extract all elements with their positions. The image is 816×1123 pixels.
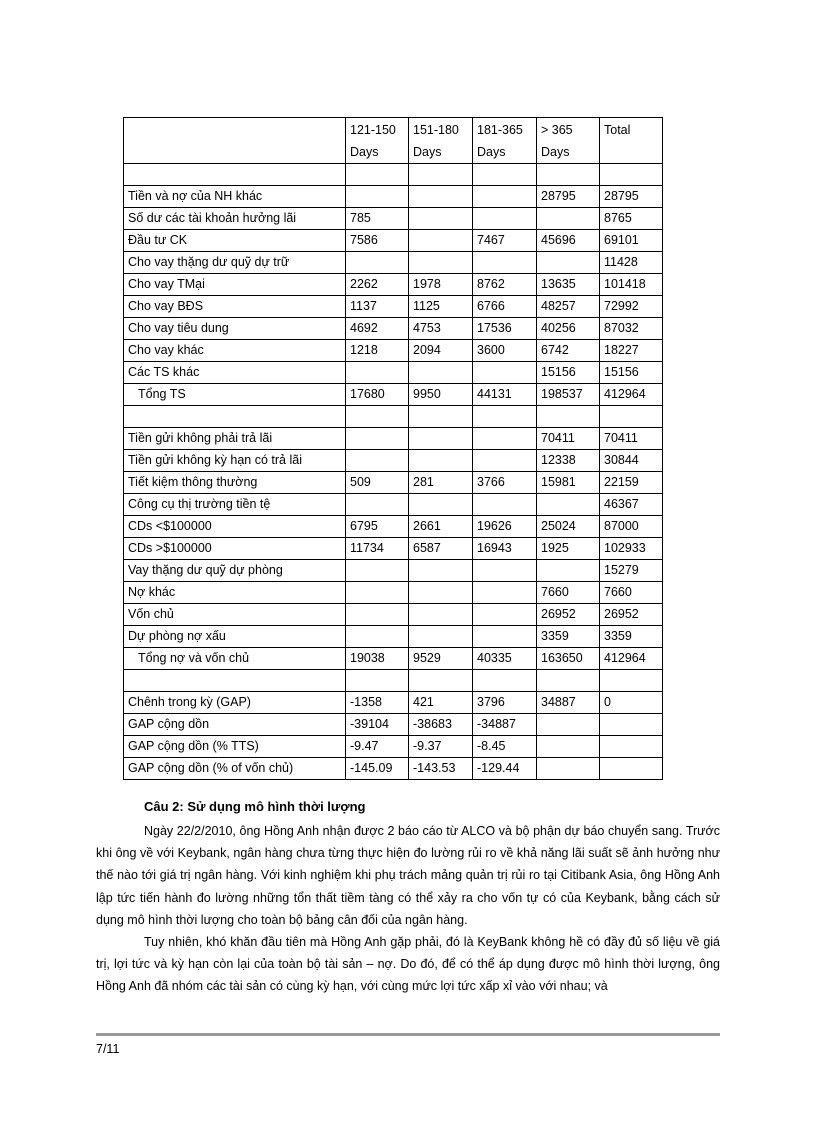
row-label-cell xyxy=(124,164,346,186)
value-cell: 9529 xyxy=(409,648,473,670)
value-cell: 30844 xyxy=(600,450,663,472)
value-cell: 1125 xyxy=(409,296,473,318)
table-row xyxy=(124,186,663,208)
row-label-cell: CDs >$100000 xyxy=(124,538,346,560)
value-cell: 34887 xyxy=(537,692,600,714)
value-cell: 421 xyxy=(409,692,473,714)
table-row xyxy=(124,692,663,714)
value-cell: -9.37 xyxy=(409,736,473,758)
value-cell xyxy=(409,208,473,230)
value-cell xyxy=(346,450,409,472)
value-cell xyxy=(346,670,409,692)
value-cell: 1925 xyxy=(537,538,600,560)
value-cell xyxy=(600,406,663,428)
value-cell xyxy=(409,428,473,450)
value-cell xyxy=(473,450,537,472)
value-cell xyxy=(473,164,537,186)
value-cell: 16943 xyxy=(473,538,537,560)
value-cell: 7660 xyxy=(600,582,663,604)
value-cell xyxy=(409,560,473,582)
table-row xyxy=(124,318,663,340)
value-cell xyxy=(473,626,537,648)
table-row xyxy=(124,714,663,736)
value-cell: 11428 xyxy=(600,252,663,274)
table-header-cell: > 365 Days xyxy=(537,118,600,164)
value-cell: 26952 xyxy=(600,604,663,626)
value-cell: 1978 xyxy=(409,274,473,296)
value-cell xyxy=(346,582,409,604)
value-cell: 87000 xyxy=(600,516,663,538)
value-cell: 3766 xyxy=(473,472,537,494)
value-cell: 6587 xyxy=(409,538,473,560)
value-cell: 17680 xyxy=(346,384,409,406)
value-cell xyxy=(346,428,409,450)
value-cell xyxy=(409,362,473,384)
value-cell xyxy=(600,714,663,736)
value-cell xyxy=(346,362,409,384)
value-cell xyxy=(473,428,537,450)
value-cell xyxy=(409,186,473,208)
table-row xyxy=(124,230,663,252)
value-cell: 102933 xyxy=(600,538,663,560)
value-cell: 28795 xyxy=(537,186,600,208)
value-cell xyxy=(473,252,537,274)
table-row xyxy=(124,472,663,494)
value-cell xyxy=(537,406,600,428)
value-cell: -145.09 xyxy=(346,758,409,780)
row-label-cell: Vay thặng dư quỹ dự phòng xyxy=(124,560,346,582)
value-cell: 3359 xyxy=(537,626,600,648)
value-cell: 4753 xyxy=(409,318,473,340)
paragraph: Ngày 22/2/2010, ông Hồng Anh nhận được 2 báo cáo từ ALCO và bộ phận dự báo chuyển sang. Trước khi ông về với Keybank, ngân hàng chưa từng thực hiện đo lường rủi ro về khả năng lãi suất sẽ ảnh hưởng như thế nào tới giá trị ngân hàng. Với kinh nghiệm khi phụ trách mảng quản trị rủi ro tại Citibank Asia, ông Hồng Anh lập tức tiến hành đo lường những tổn thất tiềm tàng có thể xảy ra cho vốn tự có của Keybank, bằng cách sử dụng mô hình thời lượng cho toàn bộ bảng cân đối của ngân hàng. xyxy=(96,824,720,927)
value-cell: 48257 xyxy=(537,296,600,318)
table-row xyxy=(124,626,663,648)
table-row xyxy=(124,384,663,406)
section-title: Câu 2: Sử dụng mô hình thời lượng xyxy=(144,799,366,814)
row-label-cell: Cho vay thặng dư quỹ dự trữ xyxy=(124,252,346,274)
row-label-cell xyxy=(124,406,346,428)
table-header-cell: 121-150 Days xyxy=(346,118,409,164)
value-cell: 69101 xyxy=(600,230,663,252)
table-header-cell: 181-365 Days xyxy=(473,118,537,164)
value-cell xyxy=(537,758,600,780)
value-cell: 3359 xyxy=(600,626,663,648)
table-row xyxy=(124,428,663,450)
row-label-cell: Công cụ thị trường tiền tệ xyxy=(124,494,346,516)
table-row xyxy=(124,406,663,428)
value-cell xyxy=(346,626,409,648)
row-label-cell: GAP cộng dồn (% of vốn chủ) xyxy=(124,758,346,780)
value-cell xyxy=(473,604,537,626)
row-label-cell: GAP cộng dồn (% TTS) xyxy=(124,736,346,758)
value-cell: 22159 xyxy=(600,472,663,494)
value-cell xyxy=(409,406,473,428)
value-cell xyxy=(473,362,537,384)
table-header-cell xyxy=(124,118,346,164)
value-cell xyxy=(600,164,663,186)
value-cell: 46367 xyxy=(600,494,663,516)
value-cell: -9.47 xyxy=(346,736,409,758)
row-label-cell: Cho vay BĐS xyxy=(124,296,346,318)
value-cell: 2094 xyxy=(409,340,473,362)
value-cell xyxy=(537,494,600,516)
value-cell xyxy=(473,494,537,516)
row-label-cell xyxy=(124,670,346,692)
value-cell: 70411 xyxy=(537,428,600,450)
table-row xyxy=(124,670,663,692)
table-row xyxy=(124,340,663,362)
value-cell xyxy=(409,670,473,692)
value-cell xyxy=(409,450,473,472)
value-cell: -143.53 xyxy=(409,758,473,780)
table-row xyxy=(124,736,663,758)
table-row xyxy=(124,296,663,318)
value-cell xyxy=(473,670,537,692)
value-cell: 15156 xyxy=(537,362,600,384)
value-cell: 15279 xyxy=(600,560,663,582)
value-cell: 785 xyxy=(346,208,409,230)
value-cell: 3600 xyxy=(473,340,537,362)
value-cell: 1137 xyxy=(346,296,409,318)
table-row xyxy=(124,164,663,186)
value-cell: -38683 xyxy=(409,714,473,736)
value-cell: 4692 xyxy=(346,318,409,340)
value-cell: 101418 xyxy=(600,274,663,296)
table-row xyxy=(124,560,663,582)
value-cell: 44131 xyxy=(473,384,537,406)
value-cell: 72992 xyxy=(600,296,663,318)
value-cell xyxy=(473,186,537,208)
value-cell: 25024 xyxy=(537,516,600,538)
value-cell xyxy=(409,626,473,648)
value-cell: 11734 xyxy=(346,538,409,560)
row-label-cell: Chênh trong kỳ (GAP) xyxy=(124,692,346,714)
value-cell xyxy=(473,406,537,428)
row-label-cell: Cho vay TMại xyxy=(124,274,346,296)
value-cell xyxy=(537,736,600,758)
value-cell: 40256 xyxy=(537,318,600,340)
value-cell: 0 xyxy=(600,692,663,714)
value-cell xyxy=(473,560,537,582)
repricing-gap-table xyxy=(123,117,663,780)
table-row xyxy=(124,582,663,604)
value-cell xyxy=(537,208,600,230)
value-cell: 19038 xyxy=(346,648,409,670)
table-row xyxy=(124,208,663,230)
row-label-cell: Cho vay khác xyxy=(124,340,346,362)
value-cell xyxy=(537,670,600,692)
value-cell: 8765 xyxy=(600,208,663,230)
table-row xyxy=(124,252,663,274)
value-cell xyxy=(537,714,600,736)
value-cell: -129.44 xyxy=(473,758,537,780)
value-cell xyxy=(346,186,409,208)
row-label-cell: Nợ khác xyxy=(124,582,346,604)
value-cell xyxy=(537,252,600,274)
row-label-cell: Tiết kiệm thông thường xyxy=(124,472,346,494)
value-cell xyxy=(473,208,537,230)
value-cell xyxy=(346,560,409,582)
value-cell xyxy=(346,164,409,186)
table-header-row xyxy=(124,118,663,164)
value-cell: -1358 xyxy=(346,692,409,714)
value-cell xyxy=(600,736,663,758)
value-cell xyxy=(473,582,537,604)
value-cell xyxy=(409,230,473,252)
value-cell xyxy=(346,494,409,516)
value-cell: 70411 xyxy=(600,428,663,450)
value-cell: 87032 xyxy=(600,318,663,340)
row-label-cell: Đầu tư CK xyxy=(124,230,346,252)
row-label-cell: Vốn chủ xyxy=(124,604,346,626)
value-cell: 6766 xyxy=(473,296,537,318)
value-cell xyxy=(600,758,663,780)
value-cell xyxy=(409,582,473,604)
page-number: 7/11 xyxy=(96,1042,120,1056)
value-cell: 281 xyxy=(409,472,473,494)
value-cell: 45696 xyxy=(537,230,600,252)
value-cell: 1218 xyxy=(346,340,409,362)
table-row xyxy=(124,758,663,780)
value-cell: 40335 xyxy=(473,648,537,670)
value-cell: 15981 xyxy=(537,472,600,494)
row-label-cell: Tiền và nợ của NH khác xyxy=(124,186,346,208)
value-cell xyxy=(346,252,409,274)
paragraph: Tuy nhiên, khó khăn đầu tiên mà Hồng Anh gặp phải, đó là KeyBank không hề có đầy đủ số liệu về giá trị, lợi tức và kỳ hạn còn lại của toàn bộ tài sản – nợ. Do đó, để có thể áp dụng được mô hình thời lượng, ông Hồng Anh đã nhóm các tài sản có cùng kỳ hạn, với cùng mức lợi tức xấp xỉ vào với nhau; và xyxy=(96,935,720,994)
value-cell: -8.45 xyxy=(473,736,537,758)
table-row xyxy=(124,516,663,538)
value-cell xyxy=(346,604,409,626)
footer-divider xyxy=(96,1033,720,1036)
table-row xyxy=(124,274,663,296)
value-cell xyxy=(409,604,473,626)
value-cell: 2262 xyxy=(346,274,409,296)
value-cell: -34887 xyxy=(473,714,537,736)
row-label-cell: Cho vay tiêu dung xyxy=(124,318,346,340)
value-cell: 18227 xyxy=(600,340,663,362)
value-cell: 6742 xyxy=(537,340,600,362)
value-cell: -39104 xyxy=(346,714,409,736)
row-label-cell: Tổng nợ và vốn chủ xyxy=(124,648,346,670)
row-label-cell: Tiền gửi không kỳ hạn có trả lãi xyxy=(124,450,346,472)
table-row xyxy=(124,538,663,560)
value-cell: 509 xyxy=(346,472,409,494)
value-cell: 28795 xyxy=(600,186,663,208)
table-row xyxy=(124,450,663,472)
value-cell: 26952 xyxy=(537,604,600,626)
value-cell: 13635 xyxy=(537,274,600,296)
value-cell: 12338 xyxy=(537,450,600,472)
row-label-cell: GAP cộng dồn xyxy=(124,714,346,736)
value-cell: 412964 xyxy=(600,384,663,406)
table-row xyxy=(124,604,663,626)
value-cell: 7660 xyxy=(537,582,600,604)
value-cell xyxy=(600,670,663,692)
table-row xyxy=(124,648,663,670)
value-cell: 6795 xyxy=(346,516,409,538)
table-header-cell: Total xyxy=(600,118,663,164)
value-cell: 17536 xyxy=(473,318,537,340)
table-header-cell: 151-180 Days xyxy=(409,118,473,164)
row-label-cell: Các TS khác xyxy=(124,362,346,384)
table-row xyxy=(124,494,663,516)
row-label-cell: Tổng TS xyxy=(124,384,346,406)
value-cell: 2661 xyxy=(409,516,473,538)
value-cell: 198537 xyxy=(537,384,600,406)
value-cell: 3796 xyxy=(473,692,537,714)
value-cell xyxy=(537,560,600,582)
value-cell: 7467 xyxy=(473,230,537,252)
value-cell: 7586 xyxy=(346,230,409,252)
value-cell: 163650 xyxy=(537,648,600,670)
table-row xyxy=(124,362,663,384)
row-label-cell: Dự phòng nợ xấu xyxy=(124,626,346,648)
value-cell: 412964 xyxy=(600,648,663,670)
row-label-cell: Tiền gửi không phải trả lãi xyxy=(124,428,346,450)
value-cell: 9950 xyxy=(409,384,473,406)
value-cell xyxy=(409,164,473,186)
value-cell xyxy=(409,252,473,274)
row-label-cell: Số dư các tài khoản hưởng lãi xyxy=(124,208,346,230)
value-cell xyxy=(537,164,600,186)
row-label-cell: CDs <$100000 xyxy=(124,516,346,538)
value-cell: 8762 xyxy=(473,274,537,296)
value-cell xyxy=(346,406,409,428)
value-cell: 15156 xyxy=(600,362,663,384)
value-cell xyxy=(409,494,473,516)
value-cell: 19626 xyxy=(473,516,537,538)
